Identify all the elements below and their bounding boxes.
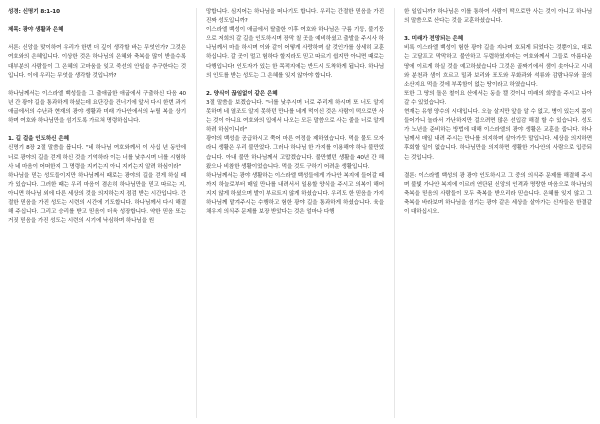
paragraph: 3절 말씀을 보겠습니다. "너를 낮추시며 너로 주리게 하시며 또 너도 알지 못하며 네 열조도 알지 못하던 만나를 네게 먹이신 것은 사람이 떡으로만 사는 것이 아니요 여호와의 입에서 나오는 모든 말씀으로 사는 줄을 너로 알게 하려 하심이니라": [206, 99, 384, 134]
section-heading: 성경: 신명기 8:1-10: [8, 9, 60, 15]
paragraph: 하나님께서는 이스라엘 백성들을 그 출애굽한 애굽에서 구출하신 다음 40년 간 광야 길을 통과하게 하셨는데 요단강을 건너기에 앞서 다시 한번 과거 애굽에서의 수난과 현재의 광야 생활과 미래 가나안에서의 누릴 복을 상기하며 여호와 하나님만을 섬기도록 가르쳐 명령하십니다.: [8, 90, 186, 125]
column-3: [404, 8, 592, 217]
section-heading: 제목: 광야 생활과 은혜: [8, 27, 64, 34]
paragraph: 또한 그 땅의 돌은 철이요 산에서는 동을 캘 것이니 미래의 희망을 주시고 나아갈 수 있었습니다.: [404, 90, 592, 106]
paragraph: 광야의 백성을 공급하시고 쭉어 마른 여정을 제하였습니다. 먹을 물도 모자라니 생활은 우리 불만었다. 그러나 하나님 한 가지를 이용해야 하나 불만었습니다. 아내 불만 하나님께서 고맙겠습니다. 불만했던 생활을 40년 간 해왔으나 비참한 생활이었습니다. 먹을 것도 구하기 어려운 생활입니다.: [206, 136, 384, 170]
paragraph: 이스라엘 백성이 애굽에서 탈출한 이후 여호와 하나님은 구름 기둥, 불기둥으로 저희의 갈 길을 인도하시며 장막 칠 곳을 예비하셨고 출발을 주시사 하나님께서 마을 하시며 이와 같이 어떻게 사랑하며 살 것인가를 상세히 교훈하십니다. 갈 곳이 멀고 험하다 할지라도 믿고 따르기 쉽지만 아니면 때로는 다행입니다! 인도자가 있는 한 목적지에는 반드시 도착하게 됩니다. 하나님의 인도를 받는 성도는 그 은혜를 잊지 않아야 합니다.: [206, 27, 384, 79]
paragraph: 비록 이스라엘 백성이 험한 광야 길을 지나며 호되게 되었다는 것뿐이요, 대로는 고달프고 막막하고 불안하고 두렵하였지마는 여호와께서 그들로 아름다운 땅에 이르게 하실 것을 예고하셨습니다 그것은 골짜기에서 샘이 솟아나고 시내와 분천과 샘이 흐르고 밀과 보리와 포도와 무화과와 석류와 감람나무와 꿀의 소산지요 먹을 것에 부족함이 없는 땅이라고 하였습니다.: [404, 45, 592, 88]
column-divider: [196, 8, 197, 418]
paragraph: 하나님을 믿는 성도들이지만 하나님께서 때로는 광야의 길을 걷게 하실 때가 있습니다. 그러한 때는 우리 마음이 겸손히 하나님만을 믿고 따르는 지, 아니면 하나님 외에 다른 세상의 것을 의지하는지 점검 받는 시간입니다. 간절한 믿음을 가진 성도는 시련의 시간에 기도합니다. 하나님께서 다시 해결해 주십니다. 그리고 승리를 받고 믿음이 더욱 성장합니다. 약한 믿음 또는 거짓 믿음을 가진 성도는 시련의 시기에 낙심하며 하나님을 원: [8, 172, 186, 225]
paragraph-gap: [404, 26, 592, 35]
paragraph-gap: [8, 35, 186, 44]
paragraph: 망합니다. 심지어는 하나님을 떠나기도 합니다. 우리는 간절한 믿음을 가진 진짜 성도입니까?: [206, 9, 384, 25]
section-heading: 2. 양식이 끊임없이 같은 은혜: [206, 90, 278, 97]
section-heading: 1. 길 걸을 인도하신 은혜: [8, 136, 69, 143]
paragraph: 서론: 신앙을 맞이하여 우리가 한번 더 깊이 생각할 바는 무엇인가? 그것은 여호와의 은혜입니다. 이상한 것은 하나님의 은혜와 축복을 많이 받을수록 대부분의 사람들이 그 은혜의 고마움을 잊고 죽선의 안일을 추구한다는 것입니다. 이에 우리는 무엇을 생각할 것입니까?: [8, 45, 186, 79]
paragraph-gap: [404, 163, 592, 172]
paragraph: 하나님께서는 광야 생활하는 이스라엘 백성들에게 가나안 복지에 들어갈 때까지 하늘로부터 매일 만나를 내려서서 일용할 양식을 주시고 의복이 해어지지 않게 하셨으며 발이 부르트지 않게 하셨습니다. 우리도 한 믿음을 가지 하나님께 맡겨주시는 수행하고 험한 광야 길을 통과하게 하셨습니다. 육을 채우지 의식주 문제를 보장 받았다는 것은 얼마나 다행: [206, 172, 384, 216]
paragraph-gap: [8, 126, 186, 135]
column-2: [206, 8, 384, 217]
paragraph-gap: [206, 81, 384, 90]
paragraph: 현재는 유형 양수의 시대입니다. 오늘 살지만 앞을 알 수 없고, 병이 있는지 몸이 들어가니 놀라서 가난하지만 걸으려면 많은 선입감 해결 할 수 있습니다. 성도가 노년을 준비하는 방법에 대해 이스라엘의 광야 생활은 교훈을 줍니다. 하나님께서 매일 내려 주시는 만나를 의지하며 살아가듯 말입니다. 세상을 의지하면 후회할 일이 없습니다. 하나님만을 의지하면 생활한 가나안의 사람으로 입증되는 것입니다.: [404, 109, 592, 161]
paragraph-gap: [8, 17, 186, 26]
column-divider: [394, 8, 395, 418]
column-1: [8, 8, 186, 226]
paragraph: 한 일입니까? 하나님은 이를 통하여 사람이 떡으로만 사는 것이 아니고 하나님의 말씀으로 산다는 것을 교훈하셨습니다.: [404, 9, 592, 25]
paragraph-gap: [8, 81, 186, 90]
paragraph: 신명기 8장 2절 말씀을 봅니다. "네 하나님 여호와께서 이 사십 년 동안에 너로 광야의 길을 걷게 하신 것을 기억하라 이는 너를 낮추시며 너를 시험하사 네 마음이 어떠한지 그 명령을 지키는지 아니 지키는지 알려 하심이라": [8, 145, 186, 170]
paragraph: 결론: 이스라엘 백성의 광 광야 인도하시고 그 중의 의식주 문제를 해결해 주시며 불빛 가나안 복지에 이르러 연단된 신앙의 인격과 명랑한 마음으로 하나님의 축복을 믿음의 사람들이 모두 축복을 받으리라 믿습니다. 은혜를 잊지 않고 그 축복을 바라보며 하나님을 섬기는 광야 같은 세상을 살아가는 신자들은 한결같이 대하십시오.: [404, 172, 592, 216]
section-heading: 3. 미래가 전망되는 은혜: [404, 36, 464, 43]
